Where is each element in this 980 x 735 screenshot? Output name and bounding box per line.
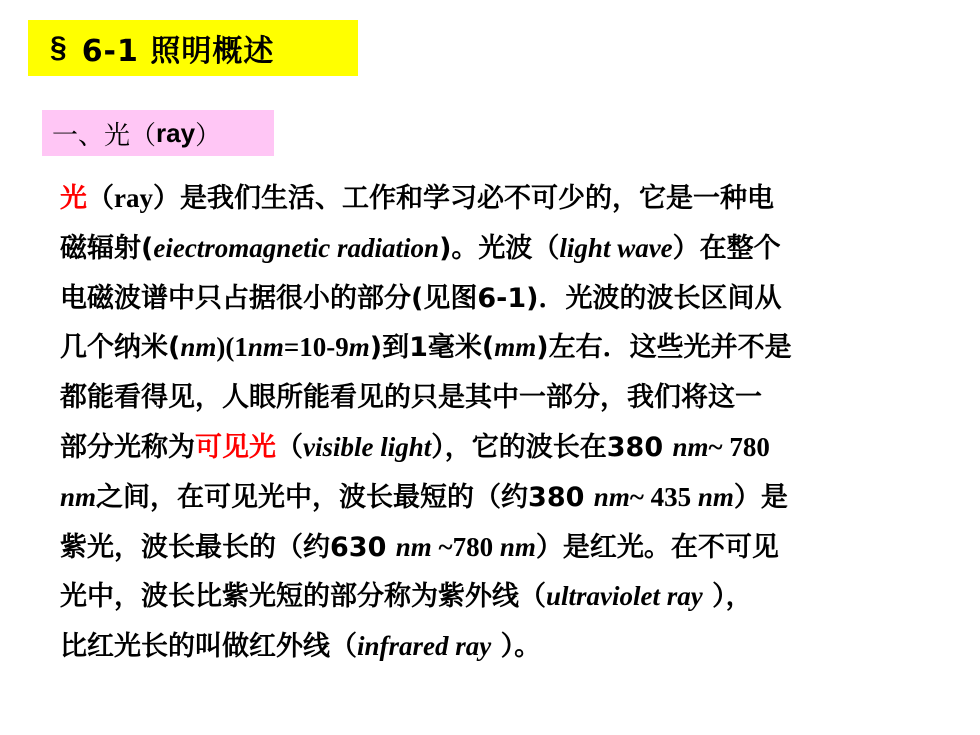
paragraph-line — [60, 523, 940, 573]
text-span: )。光波（ — [439, 232, 560, 264]
text-span: nm — [697, 481, 734, 512]
text-span: nm — [395, 531, 432, 562]
text-span: m — [348, 332, 370, 363]
text-span: 光中，波长比紫光短的部分称为紫外线（ — [60, 581, 546, 613]
text-span: ultraviolet ray — [546, 581, 703, 612]
paragraph-line — [60, 224, 940, 274]
text-span: 都能看得见，人眼所能看见的只是其中一部分，我们将这一 — [60, 382, 762, 414]
text-span: )(1 — [216, 332, 248, 363]
text-span: ），它的波长在380 — [431, 431, 673, 463]
text-span: =10-9 — [283, 332, 349, 363]
text-span: nm — [60, 481, 97, 512]
subsection-title — [42, 110, 274, 156]
paragraph-line — [60, 622, 940, 672]
text-span: ）在整个 — [672, 232, 781, 264]
paragraph-line — [60, 274, 940, 324]
text-span: nm — [247, 332, 284, 363]
paragraph-line — [60, 174, 940, 224]
text-span: nm — [593, 481, 630, 512]
section-title — [28, 20, 358, 76]
text-span: 几个纳米( — [60, 332, 181, 364]
text-span: ~ 780 — [708, 431, 770, 462]
text-span: ）是 — [733, 481, 788, 513]
text-span: ）是红光。在不可见 — [535, 531, 779, 563]
text-span: 电磁波谱中只占据很小的部分(见图6-1)．光波的波长区间从 — [60, 282, 782, 314]
text-span: infrared ray — [357, 631, 492, 662]
text-span: ）， — [702, 581, 753, 613]
text-span: （ — [87, 183, 114, 214]
text-span: )到1毫米( — [369, 332, 495, 364]
text-span: nm — [180, 332, 217, 363]
subsection-english: ray — [156, 117, 196, 148]
text-span: 比红光长的叫做红外线（ — [60, 631, 357, 663]
paragraph-line — [60, 373, 940, 423]
paragraph-line — [60, 473, 940, 523]
text-span: nm — [672, 431, 709, 462]
section-symbol: § — [50, 31, 68, 64]
section-title-text: 6-1 照明概述 — [81, 34, 275, 69]
subsection-prefix: 一、光（ — [52, 120, 157, 151]
highlight-visible-light: 可见光 — [195, 431, 276, 463]
text-span: 之间，在可见光中，波长最短的（约380 — [96, 481, 594, 513]
text-span: ray — [114, 183, 153, 213]
text-span: ~780 — [431, 531, 500, 562]
text-span: （ — [276, 431, 303, 463]
paragraph-line — [60, 323, 940, 373]
text-span: eiectromagnetic radiation — [153, 232, 440, 263]
subsection-suffix: ） — [195, 120, 222, 151]
text-span: 紫光，波长最长的（约630 — [60, 531, 396, 563]
text-span: mm — [494, 332, 537, 363]
paragraph-line — [60, 572, 940, 622]
text-span: nm — [499, 531, 536, 562]
text-span: )左右．这些光并不是 — [536, 332, 792, 364]
text-span: ）是我们生活、工作和学习必不可少的，它是一种电 — [152, 183, 774, 214]
text-span: visible light — [303, 431, 432, 462]
text-span: 磁辐射( — [60, 232, 154, 264]
text-span: ~ 435 — [629, 481, 698, 512]
text-span: light wave — [559, 232, 673, 263]
text-span: ）。 — [491, 631, 542, 663]
highlight-light: 光 — [60, 183, 87, 214]
paragraph-line — [60, 423, 940, 473]
body-paragraph — [60, 174, 940, 672]
text-span: 部分光称为 — [60, 431, 195, 463]
